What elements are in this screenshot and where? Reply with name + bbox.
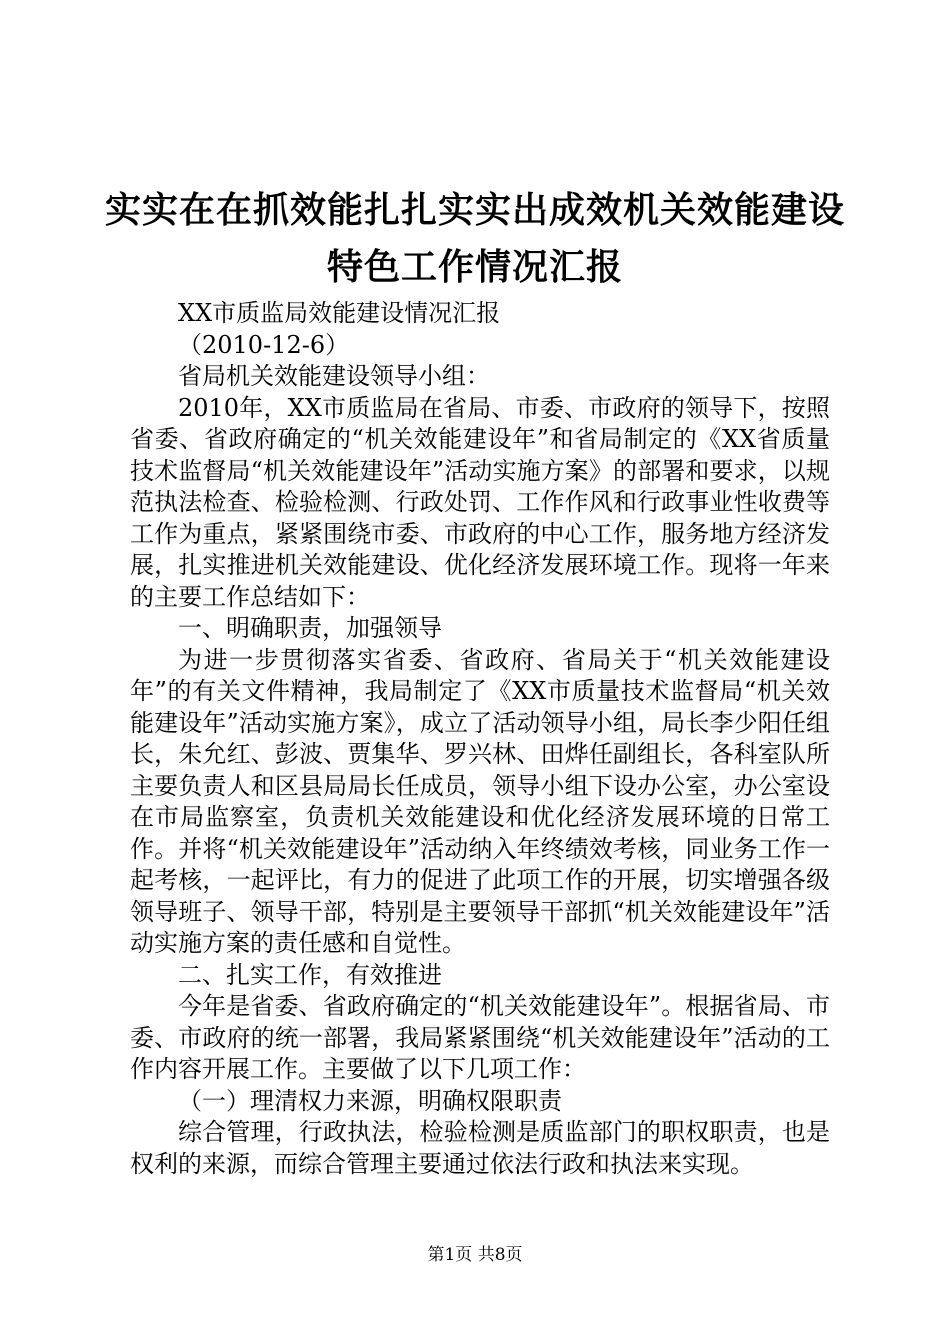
paragraph-section-1: 为进一步贯彻落实省委、省政府、省局关于“机关效能建设年”的有关文件精神，我局制定了《XX市质量技术监督局“机关效能建设年”活动实施方案》，成立了活动领导小组，局长李少阳任组长，朱允红、彭波、贾集华、罗兴林、田烨任副组长，各科室队所主要负责人和区县局局长任成员，领导小组下设办公室，办公室设在市局监察室，负责机关效能建设和优化经济发展环境的日常工作。并将“机关效能建设年”活动纳入年终绩效考核，同业务工作一起考核，一起评比，有力的促进了此项工作的开展，切实增强各级领导班子、领导干部，特别是主要领导干部抓“机关效能建设年”活动实施方案的责任感和自觉性。 [130, 645, 830, 957]
paragraph-subsection-1: 综合管理，行政执法，检验检测是质监部门的职权职责，也是权利的来源，而综合管理主要通过依法行政和执法来实现。 [130, 1118, 830, 1178]
document-title-line2: 特色工作情况汇报 [326, 247, 623, 288]
page-footer: 第1页 共8页 [427, 1245, 523, 1265]
salutation: 省局机关效能建设领导小组： [178, 362, 490, 390]
report-date: （2010-12-6） [178, 330, 350, 359]
document-body [130, 298, 830, 1180]
paragraph-section-2: 今年是省委、省政府确定的“机关效能建设年”。根据省局、市委、市政府的统一部署，我局紧紧围绕“机关效能建设年”活动的工作内容开展工作。主要做了以下几项工作： [130, 992, 830, 1083]
section-heading-2: 二、扎实工作，有效推进 [178, 960, 442, 989]
section-heading-1: 一、明确职责，加强领导 [178, 614, 442, 642]
paragraph-intro: 2010年，XX市质监局在省局、市委、市政府的领导下，按照省委、省政府确定的“机关效能建设年”和省局制定的《XX省质量技术监督局“机关效能建设年”活动实施方案》的部署和要求，以规范执法检查、检验检测、行政处罚、工作作风和行政事业性收费等工作为重点，紧紧围绕市委、市政府的中心工作，服务地方经济发展，扎实推进机关效能建设、优化经济发展环境工作。现将一年来的主要工作总结如下： [130, 393, 830, 611]
subsection-heading-1: （一）理清权力来源，明确权限职责 [178, 1086, 562, 1115]
document-title-line1: 实实在在抓效能扎扎实实出成效机关效能建设 [104, 190, 845, 231]
subtitle: XX市质监局效能建设情况汇报 [178, 299, 501, 327]
